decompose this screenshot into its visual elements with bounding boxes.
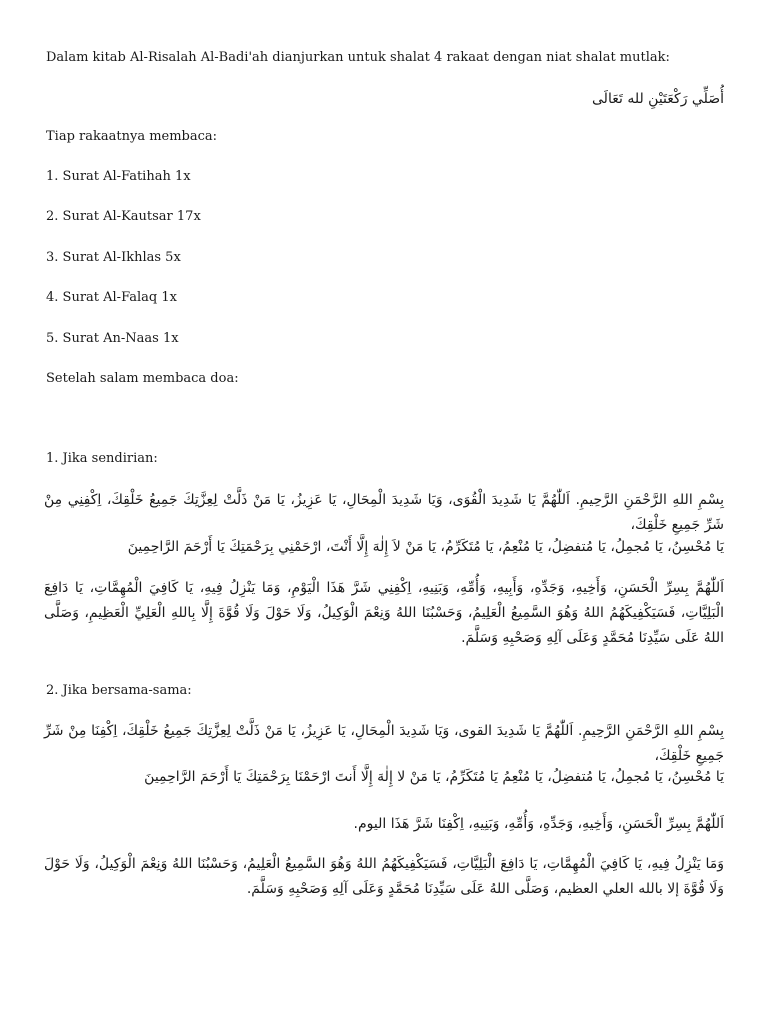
surah-item: 5. Surat An-Naas 1x [46,331,179,346]
intro-text: Dalam kitab Al-Risalah Al-Badi'ah dianjurkan untuk shalat 4 rakaat dengan niat shalat mutlak: [46,50,670,65]
section1-doa-line2: يَا مُحْسِنُ، يَا مُجمِلُ، يَا مُتفضِلُ، يَا مُنْعِمُ، يَا مُتَكَرِّمُ، يَا مَنْ لاَ إِلٰهَ إِلَّا أَنْتَ، ارْحَمْنِي بِرَحْمَتِكَ يَا أَرْحَمَ الرَّاحِمِينَ [127,539,724,555]
section1-doa-line1: بِسْمِ اللهِ الرَّحْمَنِ الرَّحِيمِ. اَللّٰهُمَّ يَا شَدِيدَ الْقُوَى، وَيَا شَدِيدَ الْمِحَالِ، يَا عَزِيزُ، يَا مَنْ ذَلَّتْ لِعِزَّتِكَ جَمِيعُ خَلْقِكَ، اِكْفِنِي مِنْ شَرِّ جَمِيعِ خَلْقِكَ، [44,492,724,533]
surah-item: 4. Surat Al-Falaq 1x [46,290,177,305]
section1-heading: 1. Jika sendirian: [46,451,158,466]
section2-doa-paragraph: وَمَا يَنْزِلُ فِيهِ، يَا كَافِيَ الْمُهِمَّاتِ، يَا دَافِعَ الْبَلِيَّاتِ، فَسَيَكْفِيكَهُمُ اللهُ وَهُوَ السَّمِيعُ الْعَلِيمُ، وَحَسْبُنَا اللهُ وَنِعْمَ الْوَكِيلُ، وَلَا حَوْلَ وَلَا قُوَّةَ إلا بالله العلي العظيم، وَصَلَّى اللهُ عَلَى سَيِّدِنَا مُحَمَّدٍ وَعَلَى آلِهِ وَصَحْبِهِ وَسَلَّمَ. [44,856,724,897]
section2-doa-line3: اَللّٰهُمَّ بِسِرِّ الْحَسَنِ، وَأَخِيهِ، وَجَدِّهِ، وَأُمِّهِ، وَبَنِيهِ، اِكْفِنَا شَرَّ هَذَا اليوم. [353,816,724,832]
surah-item: 2. Surat Al-Kautsar 17x [46,209,201,224]
surah-item: 1. Surat Al-Fatihah 1x [46,169,191,184]
section2-doa-line1: بِسْمِ اللهِ الرَّحْمَنِ الرَّحِيمِ. اَللّٰهُمَّ يَا شَدِيدَ القوى، وَيَا شَدِيدَ الْمِحَالِ، يَا عَزِيزُ، يَا مَنْ ذَلَّتْ لِعِزَّتِكَ جَمِيعُ خَلْقِكَ، اِكْفِنَا مِنْ شَرِّ جَمِيعِ خَلْقِكَ، [44,723,724,764]
tiap-rakaat-label: Tiap rakaatnya membaca: [46,129,218,144]
section2-heading: 2. Jika bersama-sama: [46,683,192,698]
setelah-salam-label: Setelah salam membaca doa: [46,371,239,386]
section1-doa-paragraph: اَللّٰهُمَّ بِسِرِّ الْحَسَنِ، وَأَخِيهِ، وَجَدِّهِ، وَأَبِيهِ، وَأُمِّهِ، وَبَنِيهِ، اِكْفِنِي شَرَّ هَذَا الْيَوْمِ، وَمَا يَنْزِلُ فِيهِ، يَا كَافِيَ الْمُهِمَّاتِ، يَا دَافِعَ الْبَلِيَّاتِ، فَسَيَكْفِيكَهُمُ اللهُ وَهُوَ السَّمِيعُ الْعَلِيمُ، وَحَسْبُنَا اللهُ وَنِعْمَ الْوَكِيلُ، وَلَا حَوْلَ وَلَا قُوَّةَ إِلَّا بِاللهِ الْعَلِيِّ الْعَظِيمِ، وَصَلَّى اللهُ عَلَى سَيِّدِنَا مُحَمَّدٍ وَعَلَى آلِهِ وَصَحْبِهِ وَسَلَّمَ. [44,580,724,646]
niat-arabic: أُصَلِّي رَكْعَتَيْنِ لله تَعَالَى [592,91,724,107]
surah-item: 3. Surat Al-Ikhlas 5x [46,250,181,265]
section2-doa-line2: يَا مُحْسِنُ، يَا مُجمِلُ، يَا مُتفضِلُ، يَا مُنْعِمُ يَا مُتَكَرِّمُ، يَا مَنْ لا إِلٰهَ إِلَّا أَنتَ ارْحَمْنَا بِرَحْمَتِكَ يَا أَرْحَمَ الرَّاحِمِينَ [144,769,724,785]
